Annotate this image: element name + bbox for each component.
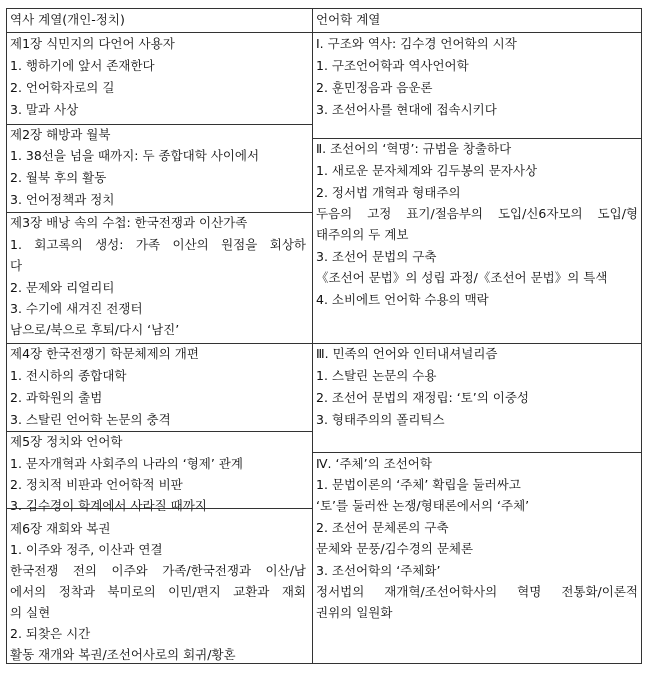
chapter-4-item-2: 2. 과학원의 출범 <box>10 390 103 405</box>
chapter-2-title: 제2장 해방과 월북 <box>10 127 111 142</box>
chapter-3-item-2: 2. 문제와 리얼리티 <box>10 280 115 295</box>
part-2-item-4: 4. 소비에트 언어학 수용의 맥락 <box>316 292 489 307</box>
chapter-3-item-1: 1. 회고록의 생성: 가족 이산의 원점을 회상하 <box>10 237 306 252</box>
chapter-6-item-2: 2. 되찾은 시간 <box>10 626 91 641</box>
row-divider <box>7 124 312 125</box>
part-1-item-2: 2. 훈민정음과 음운론 <box>316 80 433 95</box>
chapter-2-item-3: 3. 언어정책과 정치 <box>10 192 115 207</box>
part-4-item-2: 2. 조선어 문체론의 구축 <box>316 520 449 535</box>
part-2-sub-3: 《조선어 문법》의 성립 과정/《조선어 문법》의 특색 <box>316 270 608 285</box>
row-divider <box>7 343 641 344</box>
chapter-6-sub-3: 의 실현 <box>10 605 51 620</box>
part-2-item-3: 3. 조선어 문법의 구축 <box>316 249 437 264</box>
chapter-4-item-3: 3. 스탈린 언어학 논문의 충격 <box>10 412 171 427</box>
chapter-1-title: 제1장 식민지의 다언어 사용자 <box>10 36 175 51</box>
row-divider <box>312 452 641 453</box>
chapter-3-item-3: 3. 수기에 새겨진 전쟁터 <box>10 301 143 316</box>
part-2-sub-1: 두음의 고정 표기/절음부의 도입/신6자모의 도입/형 <box>316 206 638 221</box>
chapter-3-subitems: 남으로/북으로 후퇴/다시 ‘남진’ <box>10 322 180 337</box>
chapter-5-item-3: 3. 김수경이 학계에서 사라질 때까지 <box>10 498 207 513</box>
chapter-6-item-1: 1. 이주와 정주, 이산과 연결 <box>10 542 163 557</box>
toc-table <box>6 8 642 664</box>
part-2-item-1: 1. 새로운 문자체계와 김두봉의 문자사상 <box>316 163 538 178</box>
part-4-item-1: 1. 문법이론의 ‘주체’ 확립을 둘러싸고 <box>316 477 521 492</box>
chapter-4-title: 제4장 한국전쟁기 학문체제의 개편 <box>10 346 199 361</box>
chapter-5-item-2: 2. 정치적 비판과 언어학적 비판 <box>10 477 183 492</box>
chapter-1-item-1: 1. 행하기에 앞서 존재한다 <box>10 58 155 73</box>
part-4-sub-2: 문체와 문풍/김수경의 문체론 <box>316 541 474 556</box>
chapter-6-sub-1: 한국전쟁 전의 이주와 가족/한국전쟁과 이산/남 <box>10 563 306 578</box>
part-3-item-2: 2. 조선어 문법의 재정립: ‘토’의 이중성 <box>316 390 530 405</box>
column-divider <box>312 9 313 663</box>
left-column-header: 역사 계열(개인-정치) <box>10 12 125 27</box>
part-3-item-3: 3. 형태주의의 폴리틱스 <box>316 412 445 427</box>
part-2-title: Ⅱ. 조선어의 ‘혁명’: 규범을 창출하다 <box>316 141 512 156</box>
row-divider <box>7 212 312 213</box>
chapter-3-item-1-cont: 다 <box>10 258 23 273</box>
part-1-title: I. 구조와 역사: 김수경 언어학의 시작 <box>316 36 517 51</box>
chapter-5-title: 제5장 정치와 언어학 <box>10 434 123 449</box>
part-4-item-3: 3. 조선어학의 ‘주체화’ <box>316 563 441 578</box>
part-4-sub-1: ‘토’를 둘러싼 논쟁/형태론에서의 ‘주체’ <box>316 498 530 513</box>
row-divider <box>7 508 312 509</box>
part-4-sub-3: 정서법의 재개혁/조선어학사의 혁명 전통화/이론적 <box>316 584 638 599</box>
right-column-header: 언어학 계열 <box>316 12 381 27</box>
part-4-title: Ⅳ. ‘주체’의 조선어학 <box>316 456 432 471</box>
chapter-2-item-2: 2. 월북 후의 활동 <box>10 170 107 185</box>
chapter-5-item-1: 1. 문자개혁과 사회주의 나라의 ‘형제’ 관계 <box>10 456 243 471</box>
chapter-1-item-2: 2. 언어학자로의 길 <box>10 80 115 95</box>
chapter-1-item-3: 3. 말과 사상 <box>10 102 79 117</box>
chapter-6-sub-4: 활동 재개와 복권/조선어사로의 회귀/황혼 <box>10 647 236 662</box>
part-1-item-3: 3. 조선어사를 현대에 접속시키다 <box>316 102 497 117</box>
part-3-item-1: 1. 스탈린 논문의 수용 <box>316 368 437 383</box>
row-divider <box>312 138 641 139</box>
row-divider <box>7 431 312 432</box>
part-2-sub-2: 태주의의 두 계보 <box>316 227 409 242</box>
chapter-4-item-1: 1. 전시하의 종합대학 <box>10 368 127 383</box>
chapter-2-item-1: 1. 38선을 넘을 때까지: 두 종합대학 사이에서 <box>10 148 260 163</box>
header-divider <box>7 32 641 33</box>
chapter-6-sub-2: 에서의 정착과 북미로의 이민/편지 교환과 재회 <box>10 584 306 599</box>
chapter-6-title: 제6장 재회와 복권 <box>10 521 111 536</box>
part-1-item-1: 1. 구조언어학과 역사언어학 <box>316 58 469 73</box>
chapter-3-title: 제3장 배낭 속의 수첩: 한국전쟁과 이산가족 <box>10 215 248 230</box>
part-3-title: Ⅲ. 민족의 언어와 인터내셔널리즘 <box>316 346 498 361</box>
part-2-item-2: 2. 정서법 개혁과 형태주의 <box>316 185 461 200</box>
part-4-sub-3-cont: 권위의 일원화 <box>316 605 393 620</box>
